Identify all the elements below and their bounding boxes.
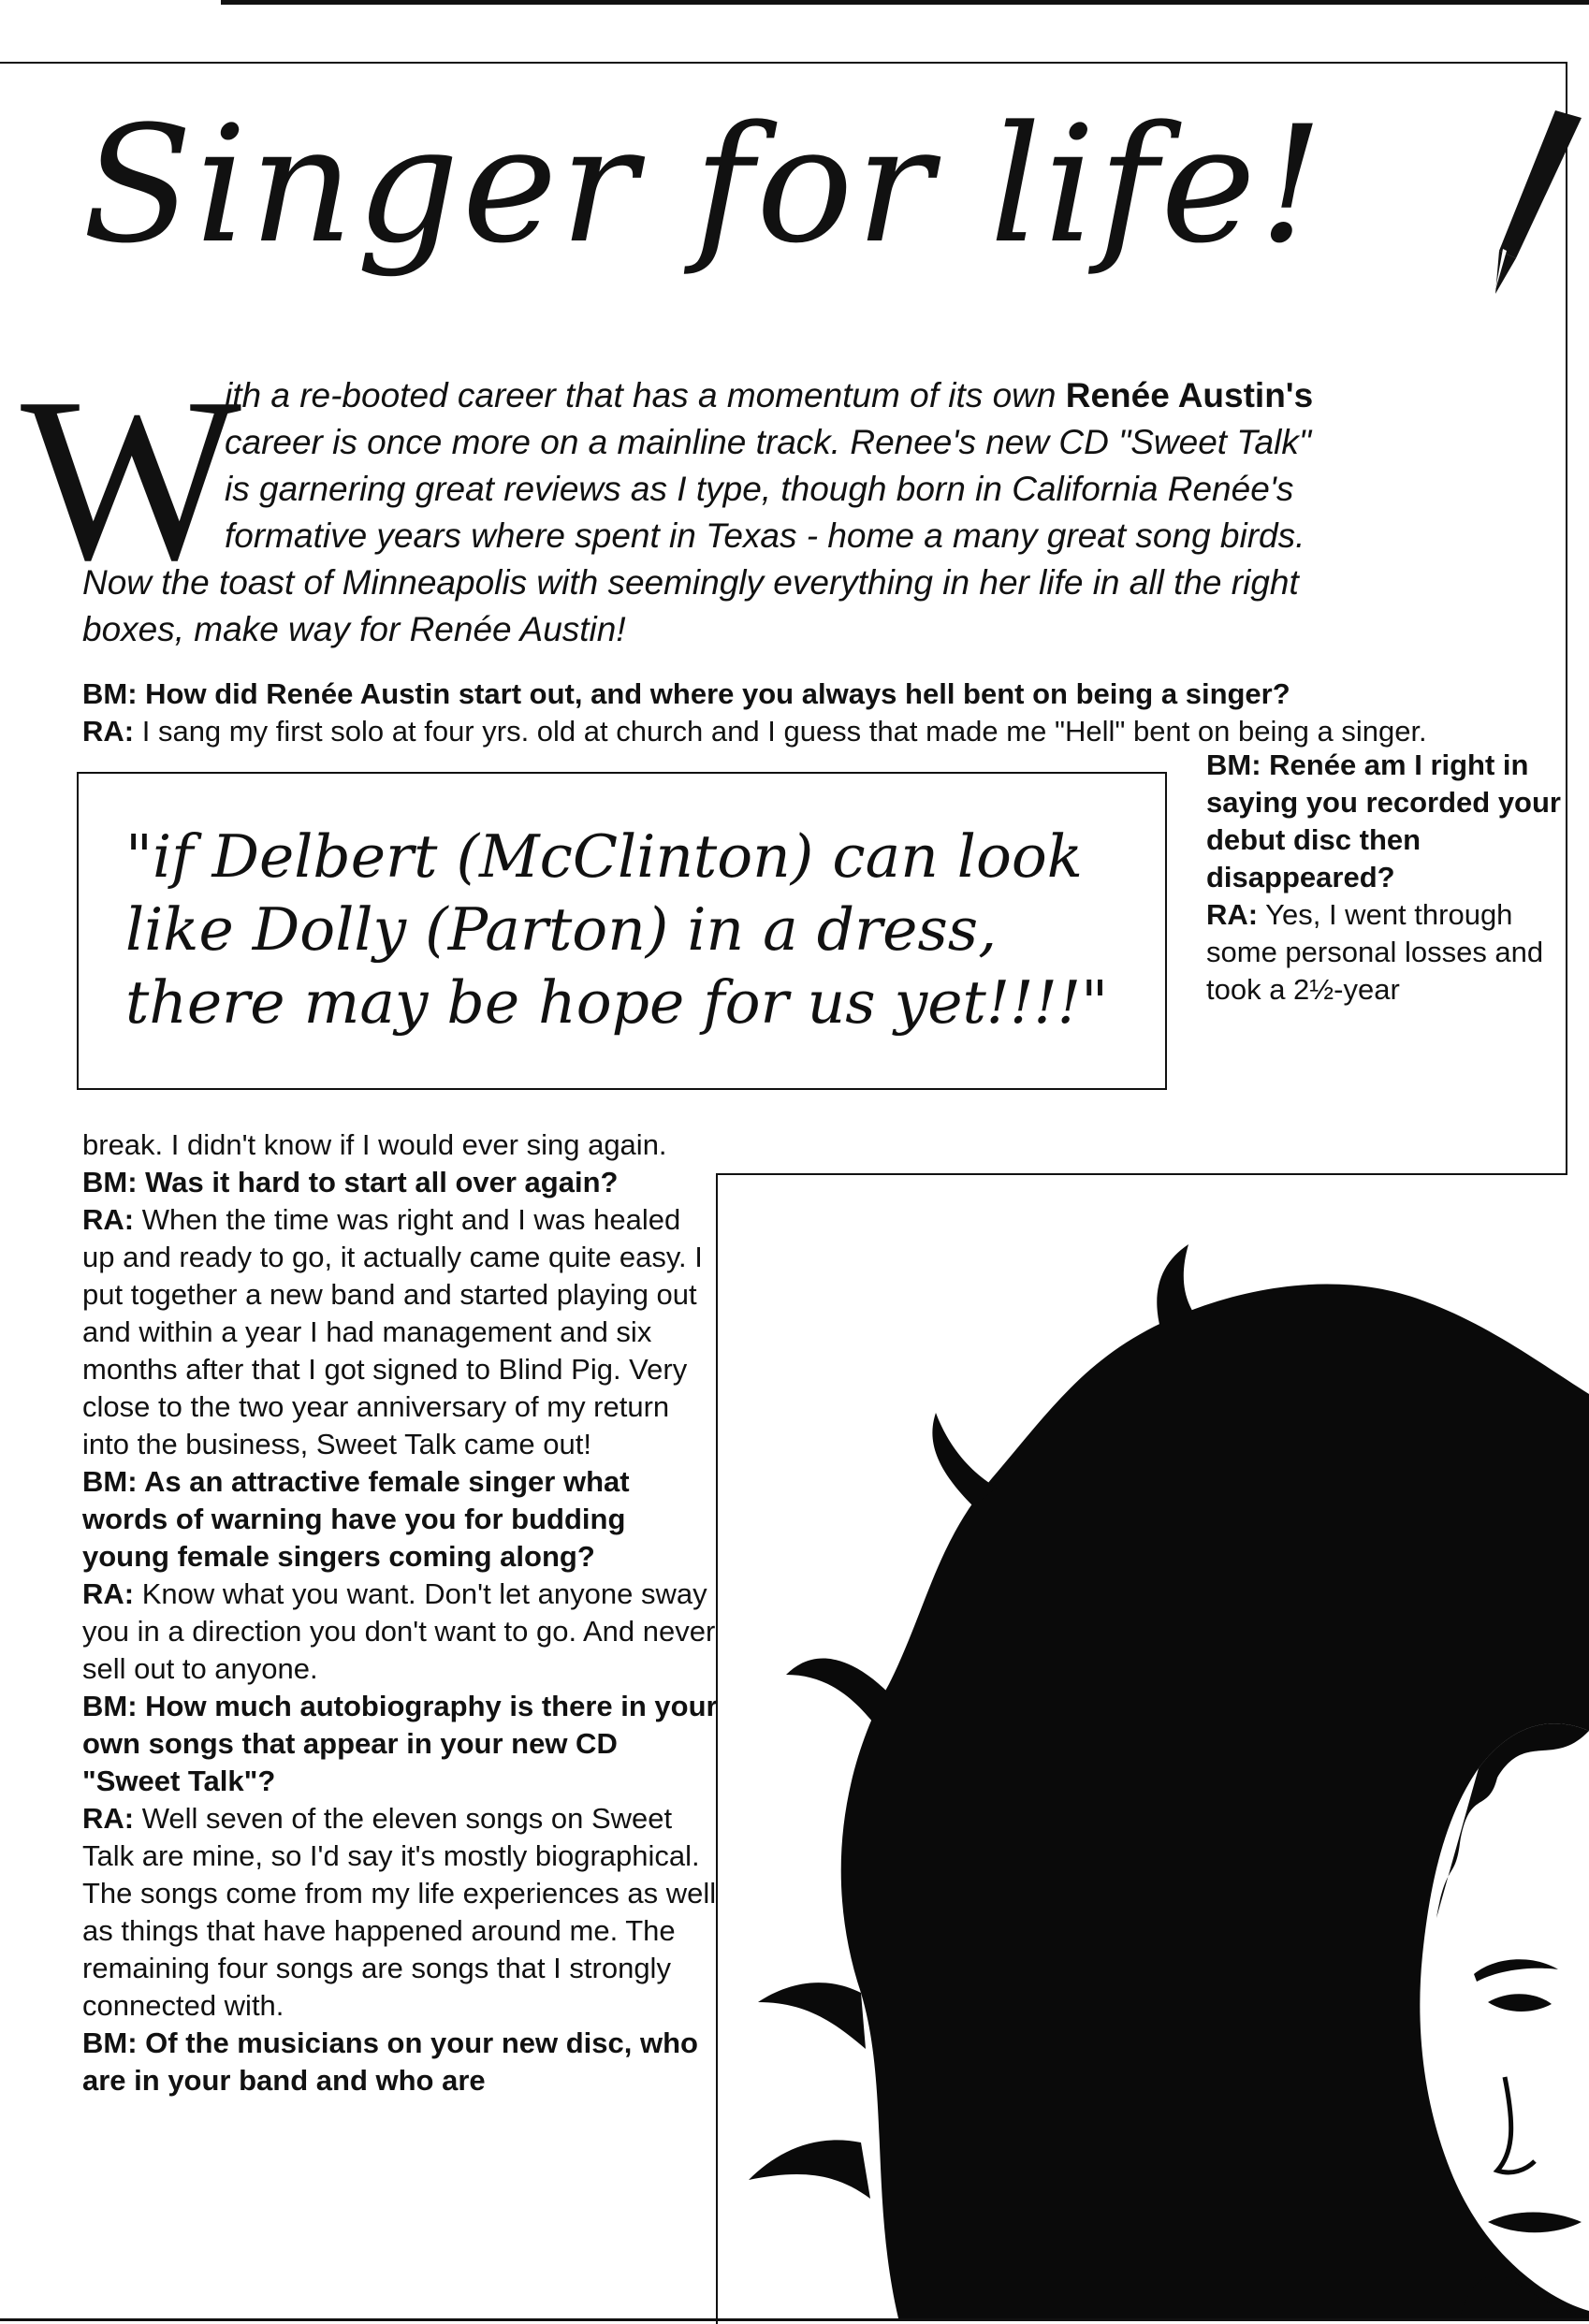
article-frame-top	[0, 62, 1567, 64]
interview-answer: RA: I sang my first solo at four yrs. old at church and I guess that made me "Hell" bent on being a singer.	[82, 715, 1427, 748]
bottom-rule	[0, 2318, 1589, 2321]
article-title: Singer for life!	[82, 91, 1327, 279]
intro-line: formative years where spent in Texas - home a many great song birds.	[225, 516, 1305, 555]
drop-cap: W	[21, 350, 241, 609]
intro-line: Now the toast of Minneapolis with seemingly everything in her life in all the right	[82, 563, 1299, 602]
intro-line: boxes, make way for Renée Austin!	[82, 610, 626, 648]
interview-question: BM: How much autobiography is there in your own songs that appear in your new CD "Sweet Talk"?	[82, 1690, 718, 1797]
speaker-label: RA:	[82, 1802, 135, 1835]
interview-question: BM: Renée am I right in saying you recorded your debut disc then disappeared?	[1206, 748, 1561, 893]
artist-portrait-photo	[749, 1207, 1589, 2318]
speaker-label: RA:	[82, 1203, 135, 1236]
right-column	[1206, 747, 1562, 1009]
answer-continued: break. I didn't know if I would ever sing again.	[82, 1128, 667, 1161]
pen-icon	[1441, 110, 1582, 298]
speaker-label: RA:	[1206, 898, 1259, 931]
top-rule	[221, 0, 1589, 5]
interview-question: BM: As an attractive female singer what words of warning have you for budding young female singers coming along?	[82, 1465, 630, 1573]
interview-question: BM: How did Renée Austin start out, and where you always hell bent on being a singer?	[82, 677, 1290, 710]
pull-quote: "if Delbert (McClinton) can look like Dolly (Parton) in a dress, there may be hope for us yet!!!!"	[77, 772, 1167, 1090]
interview-question: BM: Of the musicians on your new disc, who are in your band and who are	[82, 2026, 698, 2097]
artist-name: Renée Austin's	[1065, 376, 1314, 414]
interview-answer: RA: Well seven of the eleven songs on Sweet Talk are mine, so I'd say it's mostly biographical. The songs come from my life experiences as well as things that have happened around me. The remaining four songs are songs that I strongly connected with.	[82, 1802, 717, 2022]
speaker-label: RA:	[82, 715, 135, 748]
speaker-label: RA:	[82, 1577, 135, 1610]
interview-answer: RA: Know what you want. Don't let anyone sway you in a direction you don't want to go. And never sell out to anyone.	[82, 1577, 716, 1685]
intro-line: ith a re-booted career that has a momentum of its own Renée Austin's	[225, 376, 1314, 414]
intro-line: career is once more on a mainline track. Renee's new CD "Sweet Talk"	[225, 423, 1311, 461]
interview-question: BM: Was it hard to start all over again?	[82, 1166, 619, 1198]
left-column	[82, 1126, 719, 2099]
interview-answer: RA: When the time was right and I was healed up and ready to go, it actually came quite easy. I put together a new band and started playing out and within a year I had management and six months after that I got signed to Blind Pig. Very close to the two year anniversary of my return into the business, Sweet Talk came out!	[82, 1203, 703, 1460]
intro-line: is garnering great reviews as I type, though born in California Renée's	[225, 470, 1294, 508]
interview-answer: RA: Yes, I went through some personal losses and took a 2½-year	[1206, 898, 1544, 1006]
interview-opening	[82, 675, 1561, 750]
photo-frame-top	[716, 1173, 1567, 1175]
